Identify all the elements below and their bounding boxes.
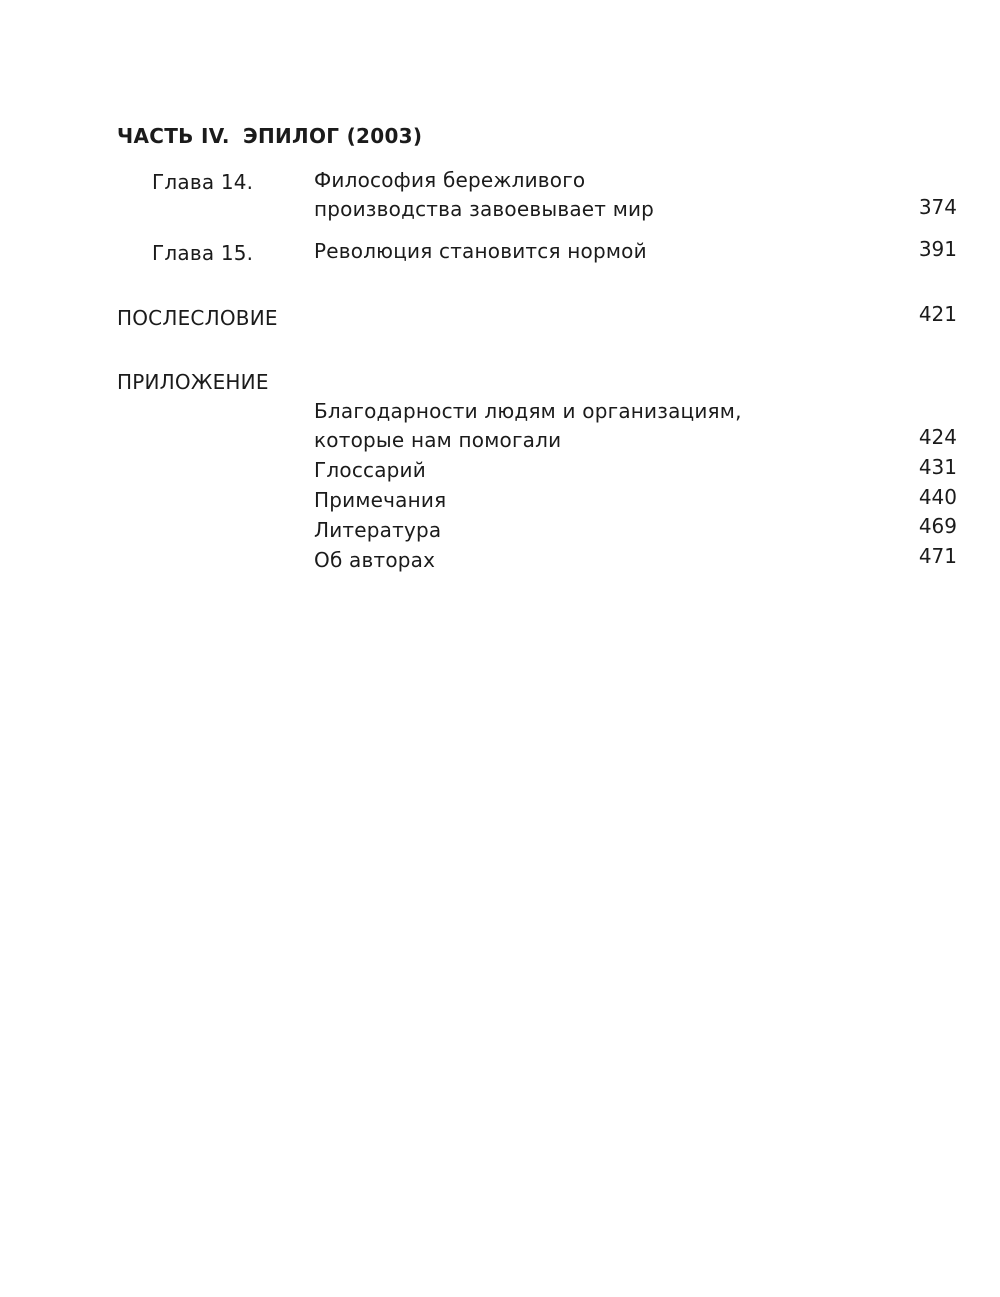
item-title-line: Благодарности людям и организациям, <box>314 399 742 423</box>
item-title: Глоссарий <box>314 458 426 482</box>
page-number: 469 <box>918 514 957 538</box>
item-title: Примечания <box>314 488 447 512</box>
page-number: 421 <box>918 302 957 326</box>
section-label: ПОСЛЕСЛОВИЕ <box>117 306 278 330</box>
page-number: 374 <box>918 195 957 219</box>
chapter-title-line: Философия бережливого <box>314 168 586 192</box>
page-number: 431 <box>918 455 957 479</box>
part-title: ЭПИЛОГ (2003) <box>243 124 423 148</box>
item-title: Литература <box>314 518 442 542</box>
part-label: ЧАСТЬ IV. <box>117 124 230 148</box>
chapter-title-line: Революция становится нормой <box>314 239 647 263</box>
page-number: 424 <box>918 425 957 449</box>
section-label: ПРИЛОЖЕНИЕ <box>117 370 269 394</box>
item-title: Об авторах <box>314 548 436 572</box>
page-number: 440 <box>918 485 957 509</box>
chapter-title-line: производства завоевывает мир <box>314 197 655 221</box>
chapter-label: Глава 15. <box>152 241 254 265</box>
page-number: 471 <box>918 544 957 568</box>
chapter-label: Глава 14. <box>152 170 254 194</box>
item-title-line: которые нам помогали <box>314 428 562 452</box>
page-number: 391 <box>918 237 957 261</box>
